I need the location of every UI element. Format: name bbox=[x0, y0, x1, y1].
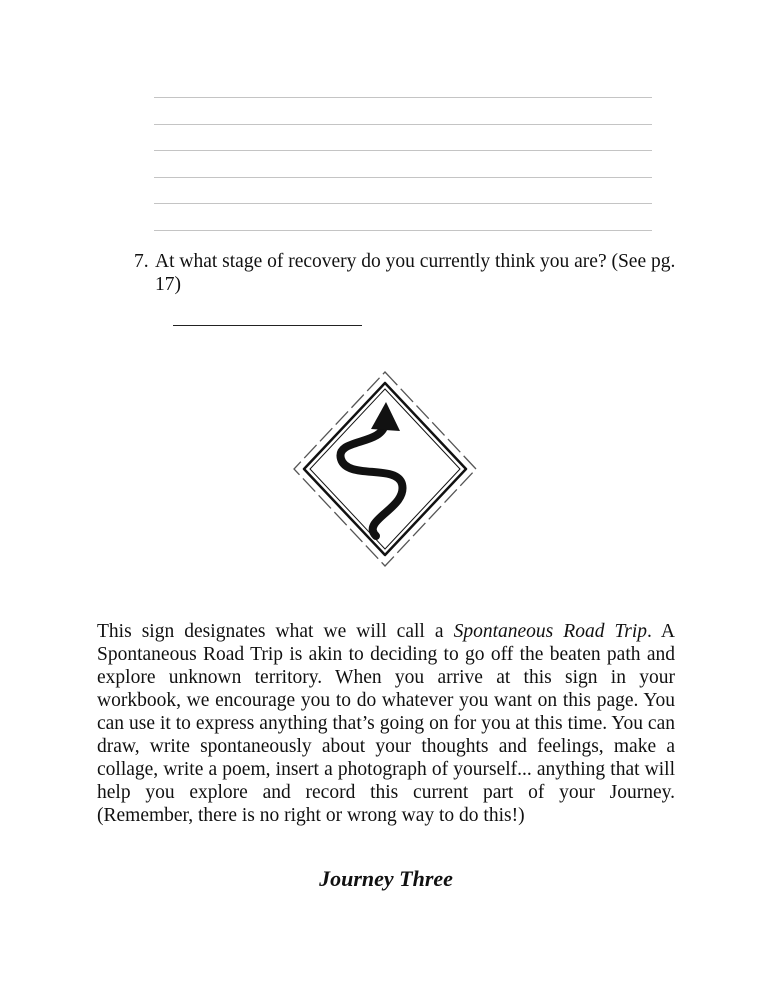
paragraph-rest: . A Spontaneous Road Trip is akin to deciding to go off the beaten path and explore unknown territory. When you arrive at this sign in your workbook, we encourage you to do whatever you want on this page. You can use it to express anything that’s going on for you at this time. You can draw, write spontaneously about your thoughts and feelings, make a collage, write a poem, insert a photograph of yourself... anything that will help you explore and record this current part of your Journey. (Remember, there is no right or wrong way to do this!) bbox=[97, 621, 675, 826]
paragraph-intro: This sign designates what we will call a bbox=[97, 621, 454, 642]
journey-title: Journey Three bbox=[319, 866, 453, 891]
writing-line bbox=[154, 203, 652, 230]
question-7 bbox=[134, 250, 679, 296]
question-number: 7. bbox=[134, 251, 149, 272]
writing-line bbox=[154, 150, 652, 177]
writing-line bbox=[154, 177, 652, 204]
winding-road-sign-icon bbox=[290, 368, 480, 570]
question-text: At what stage of recovery do you currently think you are? (See pg. 17) bbox=[155, 251, 676, 295]
answer-writing-lines bbox=[154, 97, 652, 257]
writing-line bbox=[154, 124, 652, 151]
paragraph-emphasis: Spontaneous Road Trip bbox=[453, 621, 648, 642]
road-trip-paragraph bbox=[97, 620, 675, 827]
writing-line bbox=[154, 97, 652, 124]
stage-answer-line bbox=[173, 325, 362, 326]
